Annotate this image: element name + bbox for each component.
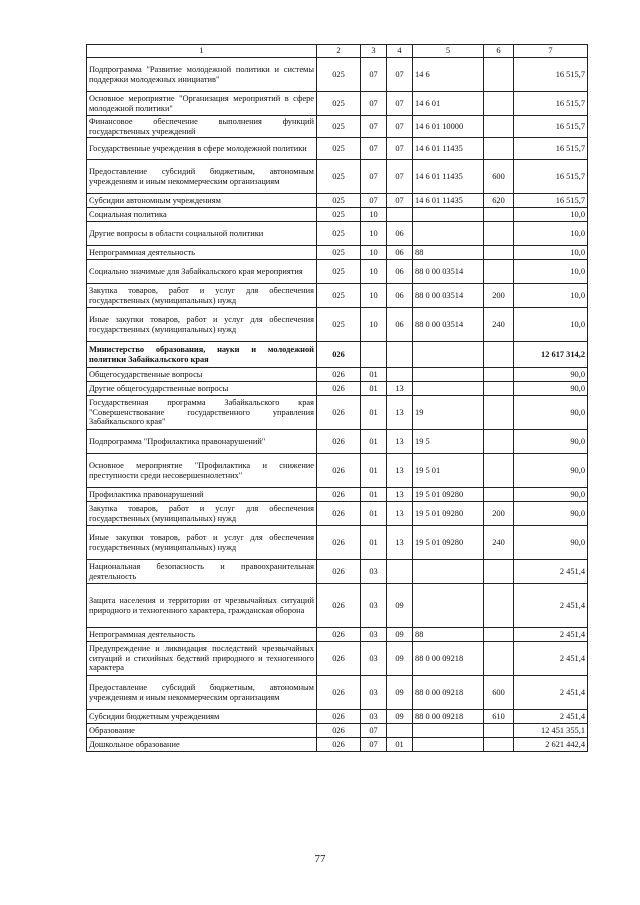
row-subsection	[387, 368, 413, 382]
row-section: 07	[361, 738, 387, 752]
row-expense-type: 600	[484, 160, 514, 194]
row-target-article: 19 5 01 09280	[413, 526, 484, 560]
row-ministry-code: 026	[317, 342, 361, 368]
row-expense-type	[484, 222, 514, 246]
row-name: Подпрограмма "Профилактика правонарушений"	[87, 430, 317, 454]
row-name: Иные закупки товаров, работ и услуг для обеспечения государственных (муниципальных) нужд	[87, 526, 317, 560]
row-subsection: 09	[387, 676, 413, 710]
table-row	[87, 308, 588, 342]
row-subsection	[387, 560, 413, 584]
row-ministry-code: 026	[317, 560, 361, 584]
row-section: 01	[361, 502, 387, 526]
row-ministry-code: 025	[317, 116, 361, 138]
row-amount: 10,0	[514, 246, 588, 260]
row-name: Государственная программа Забайкальского края "Совершенствование государственного управления Забайкальского края"	[87, 396, 317, 430]
row-target-article: 14 6 01 11435	[413, 194, 484, 208]
row-target-article: 88 0 00 03514	[413, 260, 484, 284]
row-ministry-code: 026	[317, 430, 361, 454]
row-section: 10	[361, 284, 387, 308]
row-expense-type	[484, 628, 514, 642]
row-section: 03	[361, 642, 387, 676]
row-name: Государственные учреждения в сфере молодежной политики	[87, 138, 317, 160]
table-row	[87, 58, 588, 92]
row-section: 01	[361, 396, 387, 430]
row-ministry-code: 026	[317, 396, 361, 430]
row-amount: 12 451 355,1	[514, 724, 588, 738]
table-row	[87, 116, 588, 138]
row-name: Другие вопросы в области социальной политики	[87, 222, 317, 246]
row-subsection: 06	[387, 222, 413, 246]
row-amount: 90,0	[514, 382, 588, 396]
row-expense-type	[484, 642, 514, 676]
table-row	[87, 724, 588, 738]
row-subsection: 13	[387, 430, 413, 454]
row-ministry-code: 026	[317, 368, 361, 382]
row-name: Основное мероприятие "Профилактика и снижение преступности среди несовершеннолетних"	[87, 454, 317, 488]
row-section: 03	[361, 560, 387, 584]
row-section: 07	[361, 194, 387, 208]
row-expense-type	[484, 208, 514, 222]
row-target-article: 88 0 00 09218	[413, 642, 484, 676]
row-target-article: 88 0 00 03514	[413, 284, 484, 308]
row-expense-type: 610	[484, 710, 514, 724]
row-name: Социальная политика	[87, 208, 317, 222]
table-row	[87, 628, 588, 642]
row-target-article	[413, 382, 484, 396]
header-col-1: 1	[87, 45, 317, 58]
table-row	[87, 382, 588, 396]
row-expense-type: 600	[484, 676, 514, 710]
row-target-article: 88 0 00 09218	[413, 710, 484, 724]
table-row	[87, 430, 588, 454]
row-ministry-code: 026	[317, 584, 361, 628]
table-row	[87, 160, 588, 194]
row-subsection: 07	[387, 194, 413, 208]
row-target-article	[413, 368, 484, 382]
row-amount: 16 515,7	[514, 92, 588, 116]
row-expense-type	[484, 584, 514, 628]
table-row	[87, 342, 588, 368]
row-amount: 2 451,4	[514, 676, 588, 710]
row-name: Закупка товаров, работ и услуг для обеспечения государственных (муниципальных) нужд	[87, 284, 317, 308]
row-section: 01	[361, 488, 387, 502]
row-target-article: 19 5	[413, 430, 484, 454]
row-target-article: 14 6 01 11435	[413, 138, 484, 160]
row-amount: 10,0	[514, 308, 588, 342]
row-amount: 90,0	[514, 368, 588, 382]
row-name: Защита населения и территории от чрезвычайных ситуаций природного и техногенного характера, гражданская оборона	[87, 584, 317, 628]
row-section: 07	[361, 160, 387, 194]
row-name: Министерство образования, науки и молодежной политики Забайкальского края	[87, 342, 317, 368]
row-amount: 2 451,4	[514, 560, 588, 584]
table-row	[87, 396, 588, 430]
row-amount: 16 515,7	[514, 58, 588, 92]
row-target-article: 14 6 01 11435	[413, 160, 484, 194]
row-section: 10	[361, 260, 387, 284]
row-section: 01	[361, 454, 387, 488]
row-amount: 12 617 314,2	[514, 342, 588, 368]
row-expense-type	[484, 488, 514, 502]
row-target-article: 19 5 01	[413, 454, 484, 488]
row-subsection: 01	[387, 738, 413, 752]
row-amount: 90,0	[514, 488, 588, 502]
row-ministry-code: 026	[317, 710, 361, 724]
row-name: Субсидии бюджетным учреждениям	[87, 710, 317, 724]
row-section: 01	[361, 430, 387, 454]
row-subsection	[387, 724, 413, 738]
row-ministry-code: 026	[317, 676, 361, 710]
row-ministry-code: 026	[317, 502, 361, 526]
row-subsection: 13	[387, 502, 413, 526]
budget-table	[86, 44, 588, 752]
row-expense-type	[484, 738, 514, 752]
row-amount: 16 515,7	[514, 194, 588, 208]
table-row	[87, 454, 588, 488]
table-header	[87, 45, 588, 58]
table-row	[87, 738, 588, 752]
row-expense-type: 240	[484, 526, 514, 560]
row-ministry-code: 025	[317, 284, 361, 308]
table-row	[87, 710, 588, 724]
row-ministry-code: 026	[317, 738, 361, 752]
header-col-5: 5	[413, 45, 484, 58]
header-row	[87, 45, 588, 58]
row-ministry-code: 026	[317, 454, 361, 488]
row-target-article	[413, 208, 484, 222]
row-subsection	[387, 208, 413, 222]
table-row	[87, 260, 588, 284]
row-expense-type	[484, 396, 514, 430]
table-row	[87, 92, 588, 116]
row-target-article: 88	[413, 246, 484, 260]
table-row	[87, 560, 588, 584]
row-target-article	[413, 584, 484, 628]
row-expense-type	[484, 724, 514, 738]
row-subsection: 06	[387, 260, 413, 284]
row-ministry-code: 025	[317, 160, 361, 194]
row-section: 07	[361, 92, 387, 116]
row-section: 01	[361, 526, 387, 560]
row-amount: 10,0	[514, 260, 588, 284]
row-name: Основное мероприятие "Организация мероприятий в сфере молодежной политики"	[87, 92, 317, 116]
row-subsection: 07	[387, 138, 413, 160]
row-ministry-code: 025	[317, 92, 361, 116]
row-name: Субсидии автономным учреждениям	[87, 194, 317, 208]
row-subsection: 13	[387, 382, 413, 396]
row-name: Финансовое обеспечение выполнения функций государственных учреждений	[87, 116, 317, 138]
header-col-4: 4	[387, 45, 413, 58]
row-amount: 16 515,7	[514, 160, 588, 194]
row-target-article: 88	[413, 628, 484, 642]
row-name: Предупреждение и ликвидация последствий чрезвычайных ситуаций и стихийных бедствий природного и техногенного характера	[87, 642, 317, 676]
row-section: 07	[361, 58, 387, 92]
row-section: 10	[361, 208, 387, 222]
row-expense-type	[484, 246, 514, 260]
table-row	[87, 138, 588, 160]
table-row	[87, 208, 588, 222]
header-col-7: 7	[514, 45, 588, 58]
row-target-article: 19 5 01 09280	[413, 502, 484, 526]
row-ministry-code: 025	[317, 222, 361, 246]
row-section: 10	[361, 308, 387, 342]
table-row	[87, 194, 588, 208]
row-subsection: 07	[387, 116, 413, 138]
row-name: Предоставление субсидий бюджетным, автономным учреждениям и иным некоммерческим организациям	[87, 160, 317, 194]
table-row	[87, 246, 588, 260]
row-section: 03	[361, 628, 387, 642]
row-expense-type: 200	[484, 284, 514, 308]
row-subsection: 13	[387, 488, 413, 502]
row-expense-type	[484, 138, 514, 160]
table-row	[87, 676, 588, 710]
row-subsection: 06	[387, 246, 413, 260]
header-col-3: 3	[361, 45, 387, 58]
row-ministry-code: 026	[317, 628, 361, 642]
header-col-6: 6	[484, 45, 514, 58]
row-target-article	[413, 222, 484, 246]
row-expense-type: 620	[484, 194, 514, 208]
row-subsection: 07	[387, 92, 413, 116]
row-section: 03	[361, 584, 387, 628]
row-target-article: 14 6 01	[413, 92, 484, 116]
row-target-article: 19 5 01 09280	[413, 488, 484, 502]
row-amount: 2 451,4	[514, 642, 588, 676]
row-expense-type	[484, 116, 514, 138]
table-row	[87, 222, 588, 246]
row-target-article: 88 0 00 09218	[413, 676, 484, 710]
row-expense-type	[484, 92, 514, 116]
row-ministry-code: 025	[317, 208, 361, 222]
row-ministry-code: 025	[317, 246, 361, 260]
page-number: 77	[314, 853, 326, 865]
row-subsection: 09	[387, 628, 413, 642]
table-row	[87, 488, 588, 502]
row-ministry-code: 026	[317, 642, 361, 676]
row-subsection: 09	[387, 584, 413, 628]
header-col-2: 2	[317, 45, 361, 58]
row-amount: 2 451,4	[514, 628, 588, 642]
table-row	[87, 584, 588, 628]
row-ministry-code: 026	[317, 526, 361, 560]
row-expense-type	[484, 560, 514, 584]
row-name: Непрограммная деятельность	[87, 246, 317, 260]
row-target-article	[413, 738, 484, 752]
row-target-article	[413, 724, 484, 738]
row-name: Общегосударственные вопросы	[87, 368, 317, 382]
row-expense-type: 240	[484, 308, 514, 342]
row-ministry-code: 025	[317, 260, 361, 284]
row-section: 10	[361, 222, 387, 246]
row-ministry-code: 026	[317, 488, 361, 502]
row-section: 07	[361, 138, 387, 160]
row-amount: 90,0	[514, 526, 588, 560]
row-name: Дошкольное образование	[87, 738, 317, 752]
row-section: 07	[361, 724, 387, 738]
table-row	[87, 642, 588, 676]
row-amount: 16 515,7	[514, 116, 588, 138]
row-expense-type	[484, 58, 514, 92]
row-ministry-code: 025	[317, 308, 361, 342]
table-row	[87, 284, 588, 308]
table-body	[87, 58, 588, 752]
row-name: Образование	[87, 724, 317, 738]
row-subsection: 13	[387, 396, 413, 430]
row-target-article	[413, 560, 484, 584]
row-amount: 10,0	[514, 284, 588, 308]
row-ministry-code: 026	[317, 382, 361, 396]
row-ministry-code: 026	[317, 724, 361, 738]
table-row	[87, 502, 588, 526]
row-amount: 90,0	[514, 396, 588, 430]
row-name: Социально значимые для Забайкальского края мероприятия	[87, 260, 317, 284]
row-name: Непрограммная деятельность	[87, 628, 317, 642]
row-ministry-code: 025	[317, 138, 361, 160]
row-subsection: 06	[387, 308, 413, 342]
row-amount: 2 451,4	[514, 584, 588, 628]
row-name: Другие общегосударственные вопросы	[87, 382, 317, 396]
row-ministry-code: 025	[317, 58, 361, 92]
row-target-article: 88 0 00 03514	[413, 308, 484, 342]
row-subsection: 07	[387, 160, 413, 194]
row-expense-type	[484, 368, 514, 382]
row-expense-type	[484, 260, 514, 284]
row-expense-type: 200	[484, 502, 514, 526]
row-amount: 90,0	[514, 454, 588, 488]
row-target-article: 19	[413, 396, 484, 430]
row-name: Закупка товаров, работ и услуг для обеспечения государственных (муниципальных) нужд	[87, 502, 317, 526]
row-subsection	[387, 342, 413, 368]
row-name: Предоставление субсидий бюджетным, автономным учреждениям и иным некоммерческим организациям	[87, 676, 317, 710]
row-name: Подпрограмма "Развитие молодежной политики и системы поддержки молодежных инициатив"	[87, 58, 317, 92]
row-amount: 2 451,4	[514, 710, 588, 724]
row-name: Профилактика правонарушений	[87, 488, 317, 502]
row-amount: 90,0	[514, 502, 588, 526]
row-amount: 2 621 442,4	[514, 738, 588, 752]
row-amount: 10,0	[514, 208, 588, 222]
row-amount: 90,0	[514, 430, 588, 454]
row-expense-type	[484, 454, 514, 488]
row-section: 10	[361, 246, 387, 260]
row-subsection: 13	[387, 526, 413, 560]
row-name: Национальная безопасность и правоохранительная деятельность	[87, 560, 317, 584]
row-amount: 10,0	[514, 222, 588, 246]
row-subsection: 07	[387, 58, 413, 92]
row-section: 03	[361, 676, 387, 710]
row-target-article: 14 6	[413, 58, 484, 92]
row-ministry-code: 025	[317, 194, 361, 208]
row-subsection: 09	[387, 710, 413, 724]
row-section: 01	[361, 382, 387, 396]
row-subsection: 06	[387, 284, 413, 308]
table-row	[87, 368, 588, 382]
row-subsection: 13	[387, 454, 413, 488]
row-expense-type	[484, 382, 514, 396]
row-section	[361, 342, 387, 368]
row-section: 03	[361, 710, 387, 724]
row-target-article: 14 6 01 10000	[413, 116, 484, 138]
row-section: 07	[361, 116, 387, 138]
row-expense-type	[484, 430, 514, 454]
row-target-article	[413, 342, 484, 368]
row-amount: 16 515,7	[514, 138, 588, 160]
row-expense-type	[484, 342, 514, 368]
row-subsection: 09	[387, 642, 413, 676]
table-row	[87, 526, 588, 560]
row-section: 01	[361, 368, 387, 382]
row-name: Иные закупки товаров, работ и услуг для обеспечения государственных (муниципальных) нужд	[87, 308, 317, 342]
